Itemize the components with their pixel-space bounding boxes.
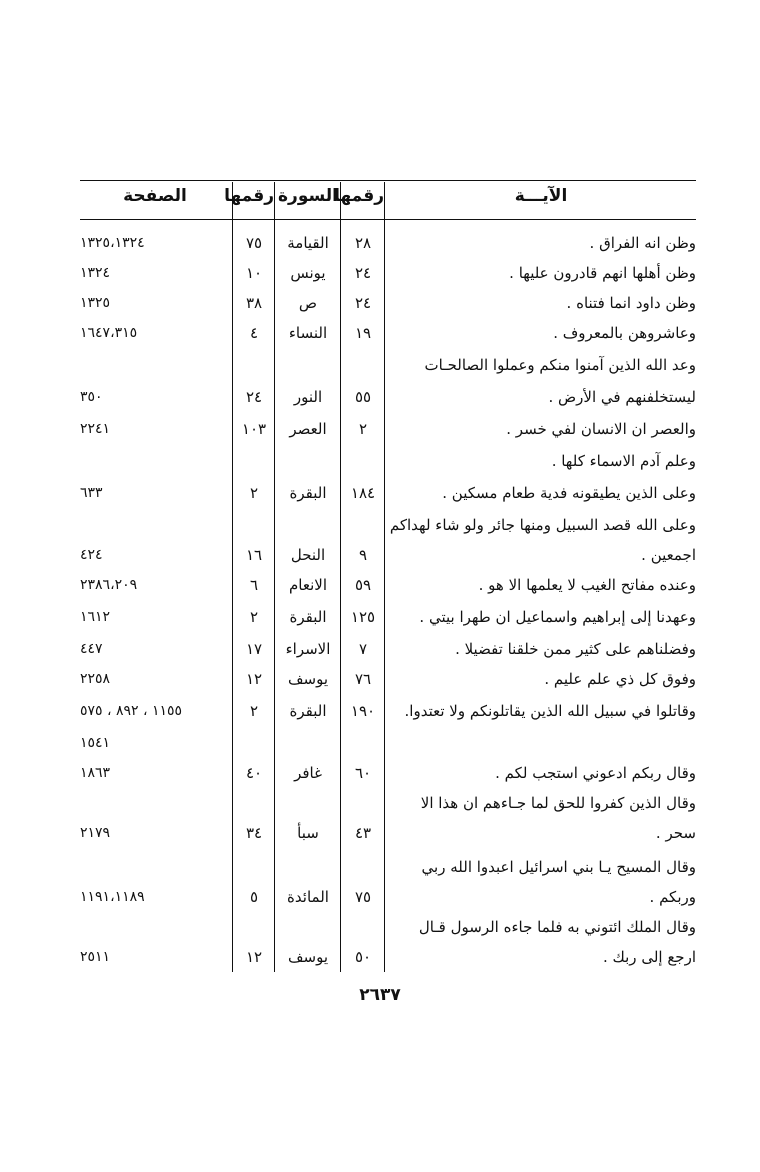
table-row xyxy=(80,382,696,412)
aya-number: ٧٥ xyxy=(354,888,372,906)
table-row xyxy=(80,758,696,788)
aya-text: وقال المسيح يـا بني اسرائيل اعبدوا الله ربي xyxy=(421,858,696,876)
table-row xyxy=(80,540,696,570)
aya-text: وعد الله الذين آمنوا منكم وعملوا الصالحـات xyxy=(424,356,696,374)
sura-name: البقرة xyxy=(289,484,327,502)
aya-text: والعصر ان الانسان لفي خسر . xyxy=(506,420,696,438)
sura-number: ١٠٣ xyxy=(241,420,267,438)
sura-name: يوسف xyxy=(287,670,329,688)
sura-name: العصر xyxy=(289,420,327,438)
table-row xyxy=(80,570,696,600)
table-top-rule xyxy=(80,180,696,181)
page-ref: ٤٤٧ xyxy=(80,641,103,657)
sura-number: ١٦ xyxy=(245,546,263,564)
page-ref: ٢١٧٩ xyxy=(80,825,111,841)
aya-number: ٧ xyxy=(358,640,368,658)
header-raqm-sura: رقمها xyxy=(224,186,274,206)
table-header-rule xyxy=(80,219,696,220)
aya-text: وفوق كل ذي علم عليم . xyxy=(544,670,696,688)
aya-text: ليستخلفنهم في الأرض . xyxy=(548,388,696,406)
sura-number: ٣٤ xyxy=(245,824,263,842)
table-row xyxy=(80,728,696,758)
aya-number: ١٩٠ xyxy=(350,702,376,720)
table-row xyxy=(80,414,696,444)
sura-number: ٥ xyxy=(249,888,259,906)
table-row xyxy=(80,510,696,540)
table-row xyxy=(80,318,696,348)
page-ref: ١٥٤١ xyxy=(80,735,111,751)
header-page: الصفحة xyxy=(123,186,187,206)
aya-text: وقاتلوا في سبيل الله الذين يقاتلونكم ولا تعتدوا. xyxy=(404,702,696,720)
page-ref: ٤٢٤ xyxy=(80,547,103,563)
aya-text: ارجع إلى ربك . xyxy=(602,948,696,966)
header-aya: الآيـــة xyxy=(514,186,568,206)
sura-number: ١٧ xyxy=(245,640,263,658)
sura-number: ١٢ xyxy=(245,948,263,966)
sura-name: يونس xyxy=(290,264,326,282)
sura-name: البقرة xyxy=(289,608,327,626)
sura-number: ٢ xyxy=(249,484,259,502)
aya-text: وظن انه الفراق . xyxy=(589,234,696,252)
page-ref: ١١٩١،١١٨٩ xyxy=(80,889,145,905)
page-ref: ١٦١٢ xyxy=(80,609,111,625)
aya-text: وعلى الله قصد السبيل ومنها جائر ولو شاء لهداكم xyxy=(389,516,696,534)
aya-text: وعلم آدم الاسماء كلها . xyxy=(551,452,696,470)
sura-name: البقرة xyxy=(289,702,327,720)
table-row xyxy=(80,602,696,632)
aya-text: سحر . xyxy=(655,824,696,842)
header-sura: السورة xyxy=(278,186,338,206)
aya-number: ٥٩ xyxy=(354,576,372,594)
sura-name: الانعام xyxy=(289,576,327,594)
table-row xyxy=(80,446,696,476)
aya-number: ٦٠ xyxy=(354,764,372,782)
table-row xyxy=(80,912,696,942)
table-row xyxy=(80,664,696,694)
sura-number: ٢ xyxy=(249,608,259,626)
aya-number: ٥٠ xyxy=(354,948,372,966)
page-ref: ١٣٢٤ xyxy=(80,265,111,281)
header-raqm-aya: رقمها xyxy=(334,186,384,206)
aya-number: ٤٣ xyxy=(354,824,372,842)
sura-name: النور xyxy=(293,388,323,406)
sura-name: المائدة xyxy=(287,888,329,906)
sura-number: ٤٠ xyxy=(245,764,263,782)
aya-text: وفضلناهم على كثير ممن خلقنا تفضيلا . xyxy=(455,640,696,658)
page-ref: ١٨٦٣ xyxy=(80,765,111,781)
sura-name: القيامة xyxy=(287,234,329,252)
aya-text: وقال الملك ائتوني به فلما جاءه الرسول قـال xyxy=(418,918,696,936)
table-row xyxy=(80,942,696,972)
table-row xyxy=(80,818,696,848)
page-ref: ١٣٢٥،١٣٢٤ xyxy=(80,235,145,251)
page-ref: ٢٥١١ xyxy=(80,949,111,965)
table-row xyxy=(80,696,696,726)
page-ref: ٢٢٥٨ xyxy=(80,671,111,687)
sura-name: الاسراء xyxy=(285,640,331,658)
table-row xyxy=(80,228,696,258)
sura-name: ص xyxy=(298,294,318,312)
sura-number: ٣٨ xyxy=(245,294,263,312)
aya-text: اجمعين . xyxy=(641,546,696,564)
page-ref: ١١٥٥ ، ٨٩٢ ، ٥٧٥ xyxy=(80,703,183,719)
aya-number: ٢٨ xyxy=(354,234,372,252)
table-row xyxy=(80,350,696,380)
sura-name: النساء xyxy=(288,324,328,342)
sura-name: النحل xyxy=(290,546,326,564)
table-row xyxy=(80,288,696,318)
aya-text: وعاشروهن بالمعروف . xyxy=(553,324,696,342)
aya-text: وقال ربكم ادعوني استجب لكم . xyxy=(495,764,696,782)
sura-number: ٤ xyxy=(249,324,259,342)
aya-text: وربكم . xyxy=(649,888,696,906)
aya-text: وظن أهلها انهم قادرون عليها . xyxy=(509,264,696,282)
table-row xyxy=(80,788,696,818)
table-row xyxy=(80,258,696,288)
aya-number: ٢ xyxy=(358,420,368,438)
aya-number: ١٨٤ xyxy=(350,484,376,502)
aya-number: ١٢٥ xyxy=(350,608,376,626)
aya-number: ٥٥ xyxy=(354,388,372,406)
sura-number: ١٠ xyxy=(245,264,263,282)
aya-text: وعهدنا إلى إبراهيم واسماعيل ان طهرا بيتي . xyxy=(419,608,696,626)
sura-number: ٦ xyxy=(249,576,259,594)
table-row xyxy=(80,882,696,912)
aya-number: ٧٦ xyxy=(354,670,372,688)
table-row xyxy=(80,852,696,882)
page-number: ٢٦٣٧ xyxy=(359,985,401,1005)
sura-name: سبأ xyxy=(297,824,319,842)
page-ref: ٦٣٣ xyxy=(80,485,103,501)
aya-number: ٢٤ xyxy=(354,264,372,282)
page-ref: ٢٢٤١ xyxy=(80,421,111,437)
aya-text: وعنده مفاتح الغيب لا يعلمها الا هو . xyxy=(478,576,696,594)
table-row xyxy=(80,478,696,508)
aya-text: وقال الذين كفروا للحق لما جـاءهم ان هذا الا xyxy=(420,794,696,812)
table-row xyxy=(80,634,696,664)
page-ref: ٣٥٠ xyxy=(80,389,103,405)
sura-name: غافر xyxy=(294,764,322,782)
page-ref: ١٦٤٧،٣١٥ xyxy=(80,325,138,341)
sura-number: ٧٥ xyxy=(245,234,263,252)
sura-number: ١٢ xyxy=(245,670,263,688)
page-ref: ١٣٢٥ xyxy=(80,295,111,311)
sura-number: ٢٤ xyxy=(245,388,263,406)
sura-name: يوسف xyxy=(287,948,329,966)
sura-number: ٢ xyxy=(249,702,259,720)
aya-number: ٢٤ xyxy=(354,294,372,312)
aya-text: وظن داود انما فتناه . xyxy=(566,294,696,312)
aya-text: وعلى الذين يطيقونه فدية طعام مسكين . xyxy=(442,484,696,502)
aya-number: ٩ xyxy=(358,546,368,564)
aya-number: ١٩ xyxy=(354,324,372,342)
page-ref: ٢٣٨٦،٢٠٩ xyxy=(80,577,138,593)
